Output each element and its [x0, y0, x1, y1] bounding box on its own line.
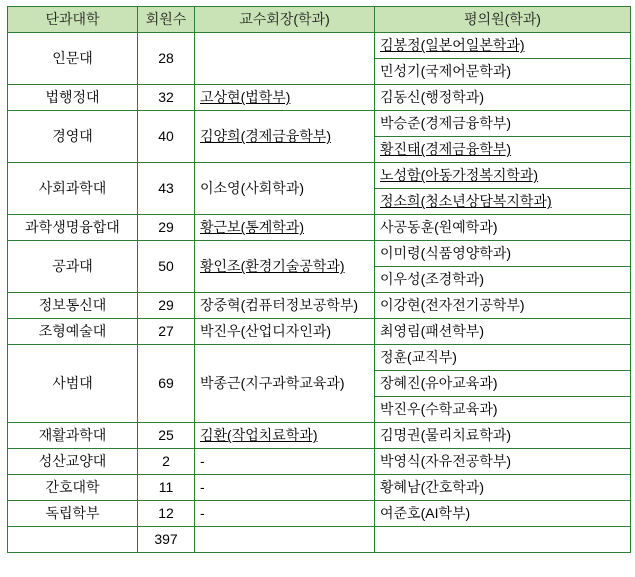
cell-member-count[interactable]: 11	[138, 475, 195, 501]
cell-college[interactable]: 사회과학대	[8, 163, 138, 215]
chair-name-underlined: 김양희(경제금융학부)	[200, 128, 332, 145]
cell-representative[interactable]: 박진우(수학교육과)	[375, 397, 631, 423]
chair-name-underlined: 황인조(환경기술공학과)	[200, 258, 345, 275]
cell-chair[interactable]	[195, 85, 375, 111]
representative-name-underlined: 정소희(청소년상담복지학과)	[380, 193, 552, 210]
table-row	[8, 241, 631, 267]
cell-college[interactable]: 간호대학	[8, 475, 138, 501]
cell-college[interactable]: 독립학부	[8, 501, 138, 527]
chair-name-underlined: 김환(작업치료학과)	[200, 427, 318, 444]
cell-representative[interactable]: 김명권(물리치료학과)	[375, 423, 631, 449]
cell-college[interactable]: 재활과학대	[8, 423, 138, 449]
cell-representative[interactable]: 김동신(행정학과)	[375, 85, 631, 111]
cell-college[interactable]: 경영대	[8, 111, 138, 163]
cell-representative[interactable]	[375, 33, 631, 59]
cell-chair[interactable]: -	[195, 475, 375, 501]
cell-member-count[interactable]: 28	[138, 33, 195, 85]
table-body	[8, 33, 631, 553]
table-row	[8, 163, 631, 189]
cell-chair[interactable]: 장중혁(컴퓨터정보공학부)	[195, 293, 375, 319]
cell-representative[interactable]: 이우성(조경학과)	[375, 267, 631, 293]
table-row	[8, 449, 631, 475]
table-header	[8, 7, 631, 33]
table-row	[8, 319, 631, 345]
cell-college[interactable]: 과학생명융합대	[8, 215, 138, 241]
cell-member-count[interactable]: 2	[138, 449, 195, 475]
representative-name-underlined: 노성함(아동가정복지학과)	[380, 167, 539, 184]
cell-member-count[interactable]: 27	[138, 319, 195, 345]
table-row	[8, 475, 631, 501]
cell-member-count[interactable]: 32	[138, 85, 195, 111]
cell-representative[interactable]: 이강현(전자전기공학부)	[375, 293, 631, 319]
table-row	[8, 501, 631, 527]
cell-chair[interactable]	[195, 423, 375, 449]
cell-representative[interactable]: 민성기(국제어문학과)	[375, 59, 631, 85]
cell-college[interactable]: 인문대	[8, 33, 138, 85]
cell-representative[interactable]: 여준호(AI학부)	[375, 501, 631, 527]
cell-representative[interactable]: 박승준(경제금융학부)	[375, 111, 631, 137]
table-row	[8, 215, 631, 241]
representative-name-underlined: 황진태(경제금융학부)	[380, 141, 512, 158]
cell-chair[interactable]: -	[195, 449, 375, 475]
table-row	[8, 33, 631, 59]
cell-chair[interactable]: -	[195, 501, 375, 527]
table-row	[8, 85, 631, 111]
total-label-cell	[8, 527, 138, 553]
total-rep-cell	[375, 527, 631, 553]
table-total-row	[8, 527, 631, 553]
cell-chair[interactable]: 이소영(사회학과)	[195, 163, 375, 215]
cell-chair[interactable]: 박종근(지구과학교육과)	[195, 345, 375, 423]
cell-chair[interactable]	[195, 111, 375, 163]
table-row	[8, 111, 631, 137]
total-member-count[interactable]: 397	[138, 527, 195, 553]
cell-representative[interactable]: 사공동훈(원예학과)	[375, 215, 631, 241]
cell-chair[interactable]	[195, 215, 375, 241]
representative-name-underlined: 김봉정(일본어일본학과)	[380, 37, 525, 54]
cell-representative[interactable]: 정훈(교직부)	[375, 345, 631, 371]
cell-chair[interactable]	[195, 33, 375, 85]
column-header-college: 단과대학	[8, 7, 138, 33]
cell-member-count[interactable]: 12	[138, 501, 195, 527]
total-chair-cell	[195, 527, 375, 553]
cell-representative[interactable]: 최영림(패션학부)	[375, 319, 631, 345]
cell-member-count[interactable]: 25	[138, 423, 195, 449]
cell-college[interactable]: 사범대	[8, 345, 138, 423]
cell-college[interactable]: 성산교양대	[8, 449, 138, 475]
cell-member-count[interactable]: 50	[138, 241, 195, 293]
cell-college[interactable]: 공과대	[8, 241, 138, 293]
cell-chair[interactable]	[195, 241, 375, 293]
table-row	[8, 423, 631, 449]
cell-representative[interactable]	[375, 137, 631, 163]
chair-name-underlined: 황근보(통계학과)	[200, 219, 304, 236]
column-header-chair: 교수회장(학과)	[195, 7, 375, 33]
cell-representative[interactable]	[375, 163, 631, 189]
cell-college[interactable]: 정보통신대	[8, 293, 138, 319]
cell-chair[interactable]: 박진우(산업디자인과)	[195, 319, 375, 345]
table-row	[8, 345, 631, 371]
cell-member-count[interactable]: 29	[138, 293, 195, 319]
table-header-row	[8, 7, 631, 33]
cell-member-count[interactable]: 40	[138, 111, 195, 163]
chair-name-underlined: 고상현(법학부)	[200, 89, 291, 106]
cell-representative[interactable]: 이미령(식품영양학과)	[375, 241, 631, 267]
cell-representative[interactable]: 박영식(자유전공학부)	[375, 449, 631, 475]
column-header-count: 회원수	[138, 7, 195, 33]
cell-college[interactable]: 조형예술대	[8, 319, 138, 345]
college-members-table	[7, 6, 631, 553]
cell-representative[interactable]: 장혜진(유아교육과)	[375, 371, 631, 397]
cell-member-count[interactable]: 43	[138, 163, 195, 215]
cell-member-count[interactable]: 69	[138, 345, 195, 423]
cell-representative[interactable]: 황혜남(간호학과)	[375, 475, 631, 501]
column-header-rep: 평의원(학과)	[375, 7, 631, 33]
cell-college[interactable]: 법행정대	[8, 85, 138, 111]
table-row	[8, 293, 631, 319]
cell-member-count[interactable]: 29	[138, 215, 195, 241]
cell-representative[interactable]	[375, 189, 631, 215]
